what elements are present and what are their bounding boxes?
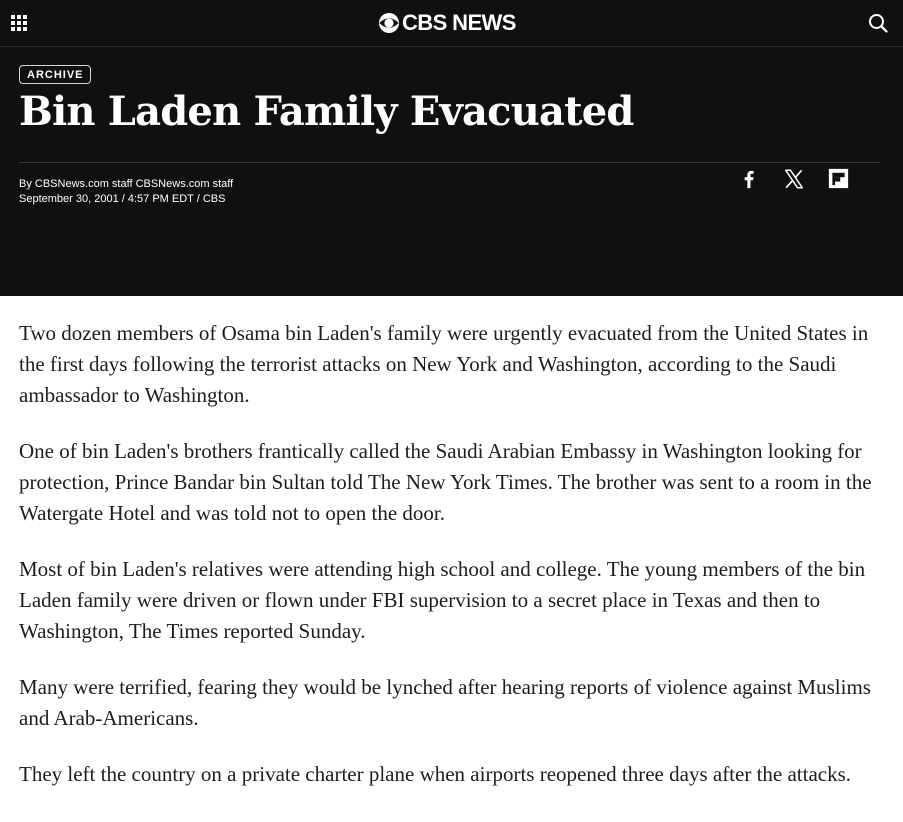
divider (19, 162, 880, 163)
top-nav-bar (0, 0, 903, 47)
search-icon[interactable] (868, 13, 888, 33)
author-link[interactable]: CBSNews.com staff CBSNews.com staff (34, 178, 234, 190)
cbs-news-logo[interactable] (378, 9, 516, 37)
logo-text: CBS NEWS (402, 10, 516, 35)
archive-badge[interactable]: ARCHIVE (19, 65, 91, 84)
page-title: Bin Laden Family Evacuated (19, 88, 634, 135)
paragraph: They left the country on a private charter plane when airports reopened three days after the attacks. (19, 762, 852, 786)
grid-menu-icon[interactable] (11, 15, 27, 31)
paragraph: Many were terrified, fearing they would be lynched after hearing reports of violence against Muslims and Arab-Americans. (19, 675, 871, 730)
paragraph: Two dozen members of Osama bin Laden's family were urgently evacuated from the United States in the first days following the terrorist attacks on New York and Washington, according to the Saudi ambassador to Washington. (19, 321, 869, 407)
byline-prefix: By (19, 178, 32, 190)
share-bar (737, 167, 850, 190)
byline (19, 177, 233, 207)
paragraph: Most of bin Laden's relatives were attending high school and college. The young members of the bin Laden family were driven or flown under FBI supervision to a secret place in Texas and then to Washington, The Times reported Sunday. (19, 557, 866, 643)
cbs-eye-icon (378, 12, 400, 34)
article-body (0, 296, 903, 790)
paragraph: One of bin Laden's brothers frantically called the Saudi Arabian Embassy in Washington looking for protection, Prince Bandar bin Sultan told The New York Times. The brother was sent to a room in the Watergate Hotel and was told not to open the door. (19, 439, 872, 525)
dateline: September 30, 2001 / 4:57 PM EDT / CBS (19, 193, 226, 205)
facebook-icon[interactable] (737, 167, 760, 190)
article-header (0, 47, 903, 296)
x-icon[interactable] (782, 167, 805, 190)
flipboard-icon[interactable] (827, 167, 850, 190)
